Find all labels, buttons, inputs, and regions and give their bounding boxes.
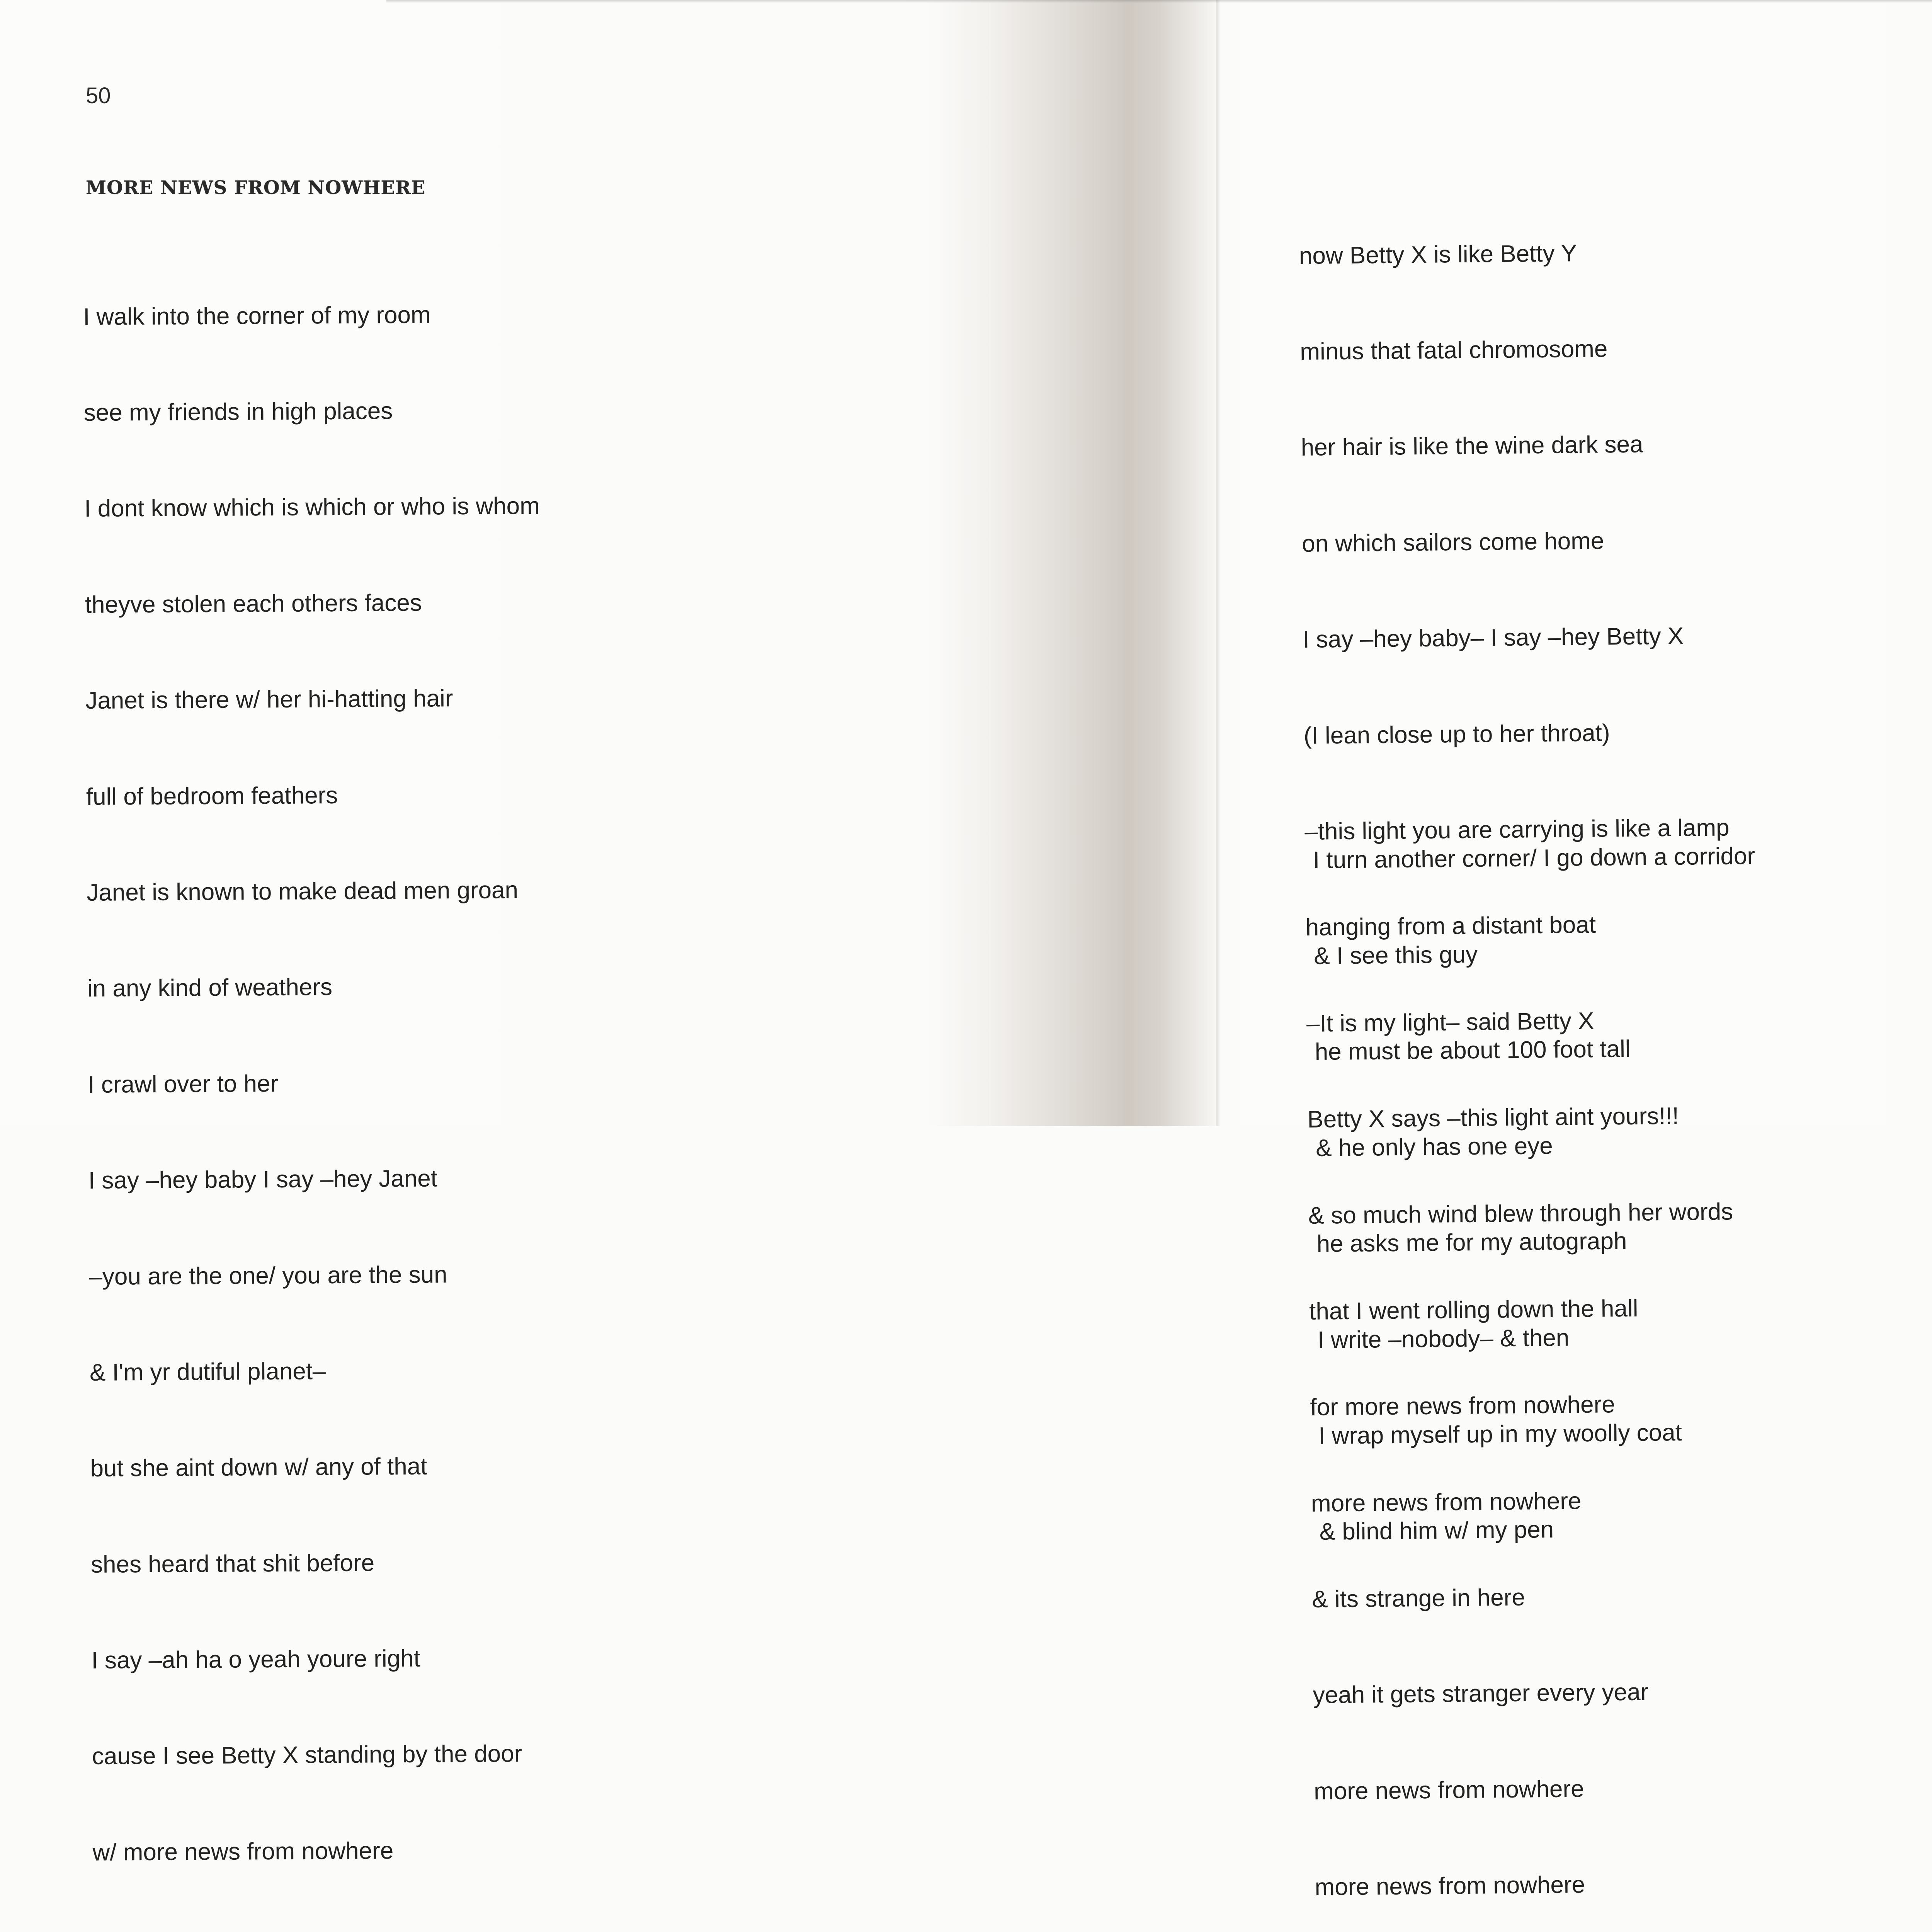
poem-line: (I lean close up to her throat) — [1303, 719, 1610, 749]
poem-line: but she aint down w/ any of that — [90, 1453, 427, 1482]
poem-line: cause I see Betty X standing by the door — [92, 1740, 522, 1770]
poem-line: in any kind of weathers — [87, 974, 333, 1002]
poem-line: her hair is like the wine dark sea — [1301, 431, 1643, 461]
poem-line: & blind him w/ my pen — [1319, 1516, 1554, 1546]
poem-line: Betty X says –this light aint yours!!! — [1307, 1102, 1679, 1133]
page-number: 50 — [86, 83, 111, 108]
poem-line: –It is my light– said Betty X — [1306, 1007, 1594, 1037]
poem-line: he must be about 100 foot tall — [1315, 1036, 1631, 1066]
poem-line: I say –hey baby I say –hey Janet — [88, 1165, 438, 1194]
poem-line: more news from nowhere — [1315, 1871, 1585, 1901]
poem-line: on which sailors come home — [1301, 527, 1604, 557]
poem-line: I wrap myself up in my woolly coat — [1318, 1419, 1682, 1449]
poem-line: he asks me for my autograph — [1316, 1228, 1627, 1258]
poem-line — [93, 1930, 549, 1932]
poem-line: & I see this guy — [1314, 941, 1478, 969]
poem-line: theyve stolen each others faces — [85, 589, 422, 618]
right-page — [1221, 0, 1932, 1901]
poem-line: I turn another corner/ I go down a corridor — [1313, 842, 1755, 874]
poem-line: minus that fatal chromosome — [1300, 335, 1608, 365]
poem-line: hanging from a distant boat — [1305, 912, 1596, 941]
poem-line: yeah it gets stranger every year — [1313, 1679, 1649, 1709]
poem-line: Janet is known to make dead men groan — [87, 877, 519, 906]
poem-line: see my friends in high places — [83, 398, 393, 426]
poem-line: more news from nowhere — [1313, 1775, 1584, 1805]
poem-line: full of bedroom feathers — [86, 782, 338, 810]
poem-line: I dont know which is which or who is whom — [84, 493, 540, 522]
book-gutter — [1216, 0, 1220, 1126]
poem-line: –you are the one/ you are the sun — [89, 1261, 447, 1290]
poem-line: I say –ah ha o yeah youre right — [91, 1645, 421, 1674]
poem-line: more news from nowhere — [1311, 1487, 1582, 1517]
poem-line: now Betty X is like Betty Y — [1299, 240, 1577, 269]
poem-line: I walk into the corner of my room — [83, 301, 431, 330]
poem-line: shes heard that shit before — [90, 1549, 375, 1578]
poem-line: & its strange in here — [1312, 1584, 1526, 1613]
poem-line: & he only has one eye — [1315, 1132, 1553, 1162]
poem-line: for more news from nowhere — [1310, 1391, 1615, 1421]
poem-line: I write –nobody– & then — [1317, 1324, 1570, 1354]
poem-line: & so much wind blew through her words — [1308, 1198, 1733, 1229]
poem-title: MORE NEWS FROM NOWHERE — [86, 177, 426, 199]
poem-stanza — [1312, 776, 1762, 1612]
poem-line: –this light you are carrying is like a lamp — [1304, 814, 1730, 845]
poem-line: Janet is there w/ her hi-hatting hair — [85, 685, 453, 714]
poem-line: & I'm yr dutiful planet– — [89, 1358, 326, 1386]
poem-line: w/ more news from nowhere — [92, 1837, 394, 1866]
poem-line: I say –hey baby– I say –hey Betty X — [1303, 622, 1684, 653]
poem-text — [83, 235, 551, 1932]
poem-line: I crawl over to her — [88, 1070, 279, 1098]
poem-line: that I went rolling down the hall — [1309, 1295, 1638, 1325]
